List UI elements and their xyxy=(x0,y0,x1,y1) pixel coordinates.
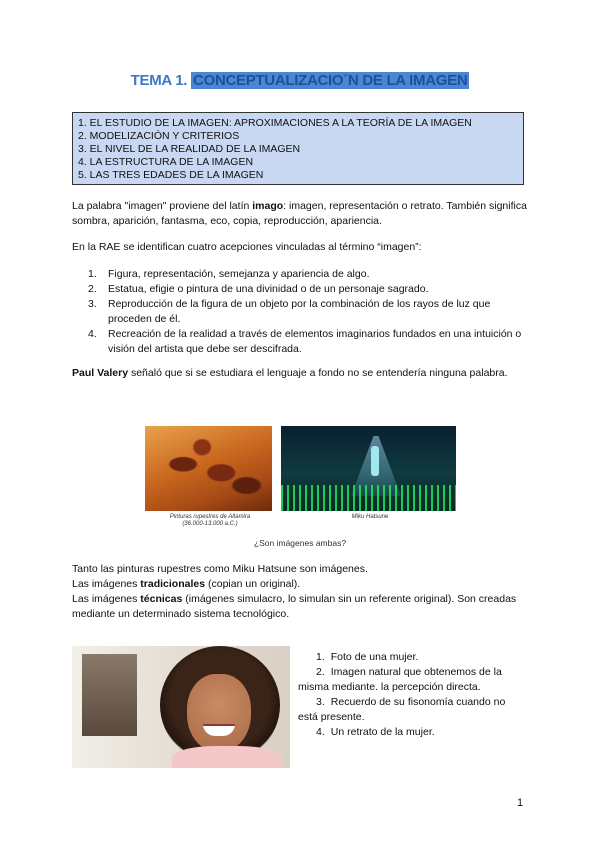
woman-face xyxy=(187,674,251,752)
hologram-figure xyxy=(371,446,379,476)
woman-photo xyxy=(72,646,290,768)
intro-text: La palabra "imagen" proviene del latín xyxy=(72,200,253,212)
title-prefix: TEMA 1. xyxy=(130,72,188,89)
types-line3 xyxy=(72,592,532,622)
toc-item: 5. LAS TRES EDADES DE LA IMAGEN xyxy=(78,169,264,181)
woman-list xyxy=(298,650,528,740)
altamira-cave-image xyxy=(145,426,272,511)
list-item xyxy=(88,297,528,327)
valery-paragraph xyxy=(72,366,532,381)
list-number: 4. xyxy=(316,726,325,738)
list-text: Estatua, efigie o pintura de una divinidad o de un personaje sagrado. xyxy=(108,283,429,295)
intro-bold-term: imago xyxy=(252,200,284,212)
cave-caption-line1: Pinturas rupestres de Altamira xyxy=(169,514,251,520)
list-item xyxy=(298,695,528,725)
intro-text-cont: : imagen, representación o retrato. También significa sombra, aparición, fantasma, eco, copia, reproducción, apariencia. xyxy=(72,200,527,227)
list-text: Un retrato de la mujer. xyxy=(330,726,435,738)
types-line2 xyxy=(72,577,532,592)
background-window xyxy=(82,654,137,736)
valery-text: señaló que si se estudiara el lenguaje a fondo no se entendería ninguna palabra. xyxy=(128,367,508,379)
valery-name: Paul Valery xyxy=(72,367,129,379)
toc-item: 4. LA ESTRUCTURA DE LA IMAGEN xyxy=(78,156,254,168)
list-text: Reproducción de la figura de un objeto por la combinación de los rayos de luz que proceden de él. xyxy=(108,298,491,325)
list-text: Imagen natural que obtenemos de la misma mediante. la percepción directa. xyxy=(298,666,502,693)
list-item xyxy=(88,327,528,357)
cave-caption-line2: (36.000-13.000 a.C.) xyxy=(182,521,238,527)
list-number: 3. xyxy=(88,298,97,310)
list-item xyxy=(88,267,528,282)
list-text: Recuerdo de su fisonomía cuando no está presente. xyxy=(298,696,506,723)
page-title xyxy=(0,72,600,89)
list-number: 1. xyxy=(88,268,97,280)
types-text: (imágenes simulacro, lo simulan sin un referente original). Son creadas mediante un determinado sistema tecnológico. xyxy=(72,593,517,620)
list-item xyxy=(298,665,528,695)
crowd-lights xyxy=(281,485,456,511)
types-paragraph xyxy=(72,562,532,622)
title-highlight: CONCEPTUALIZACIO´N DE LA IMAGEN xyxy=(193,72,468,89)
table-of-contents xyxy=(72,112,524,185)
image-question: ¿Son imágenes ambas? xyxy=(253,538,347,548)
list-number: 3. xyxy=(316,696,325,708)
traditional-term: tradicionales xyxy=(140,578,206,590)
list-number: 2. xyxy=(88,283,97,295)
list-number: 2. xyxy=(316,666,325,678)
list-text: Foto de una mujer. xyxy=(330,651,419,663)
types-text: (copian un original). xyxy=(205,578,301,590)
page-number: 1 xyxy=(517,797,524,809)
intro-paragraph xyxy=(72,199,532,229)
list-item xyxy=(88,282,528,297)
list-text: Recreación de la realidad a través de elementos imaginarios fundados en una intuición o visión del artista que debe ser descifrada. xyxy=(108,328,522,355)
toc-item: 2. MODELIZACIÓN Y CRITERIOS xyxy=(78,130,240,142)
list-item xyxy=(298,725,528,740)
types-text: Las imágenes xyxy=(72,578,141,590)
technical-term: técnicas xyxy=(140,593,183,605)
miku-caption: Miku Hatsune xyxy=(351,514,389,520)
rae-paragraph: En la RAE se identifican cuatro acepciones vinculadas al término “imagen”: xyxy=(72,241,422,253)
woman-shirt xyxy=(172,746,282,768)
list-text: Figura, representación, semejanza y apariencia de algo. xyxy=(108,268,370,280)
list-number: 4. xyxy=(88,328,97,340)
types-text: Las imágenes xyxy=(72,593,141,605)
rae-list xyxy=(88,267,528,357)
list-item xyxy=(298,650,528,665)
miku-hatsune-image xyxy=(281,426,456,511)
toc-item: 1. EL ESTUDIO DE LA IMAGEN: APROXIMACIONES A LA TEORÍA DE LA IMAGEN xyxy=(78,117,472,129)
types-line1: Tanto las pinturas rupestres como Miku Hatsune son imágenes. xyxy=(72,563,368,575)
toc-item: 3. EL NIVEL DE LA REALIDAD DE LA IMAGEN xyxy=(78,143,301,155)
cave-caption xyxy=(160,514,260,528)
list-number: 1. xyxy=(316,651,325,663)
